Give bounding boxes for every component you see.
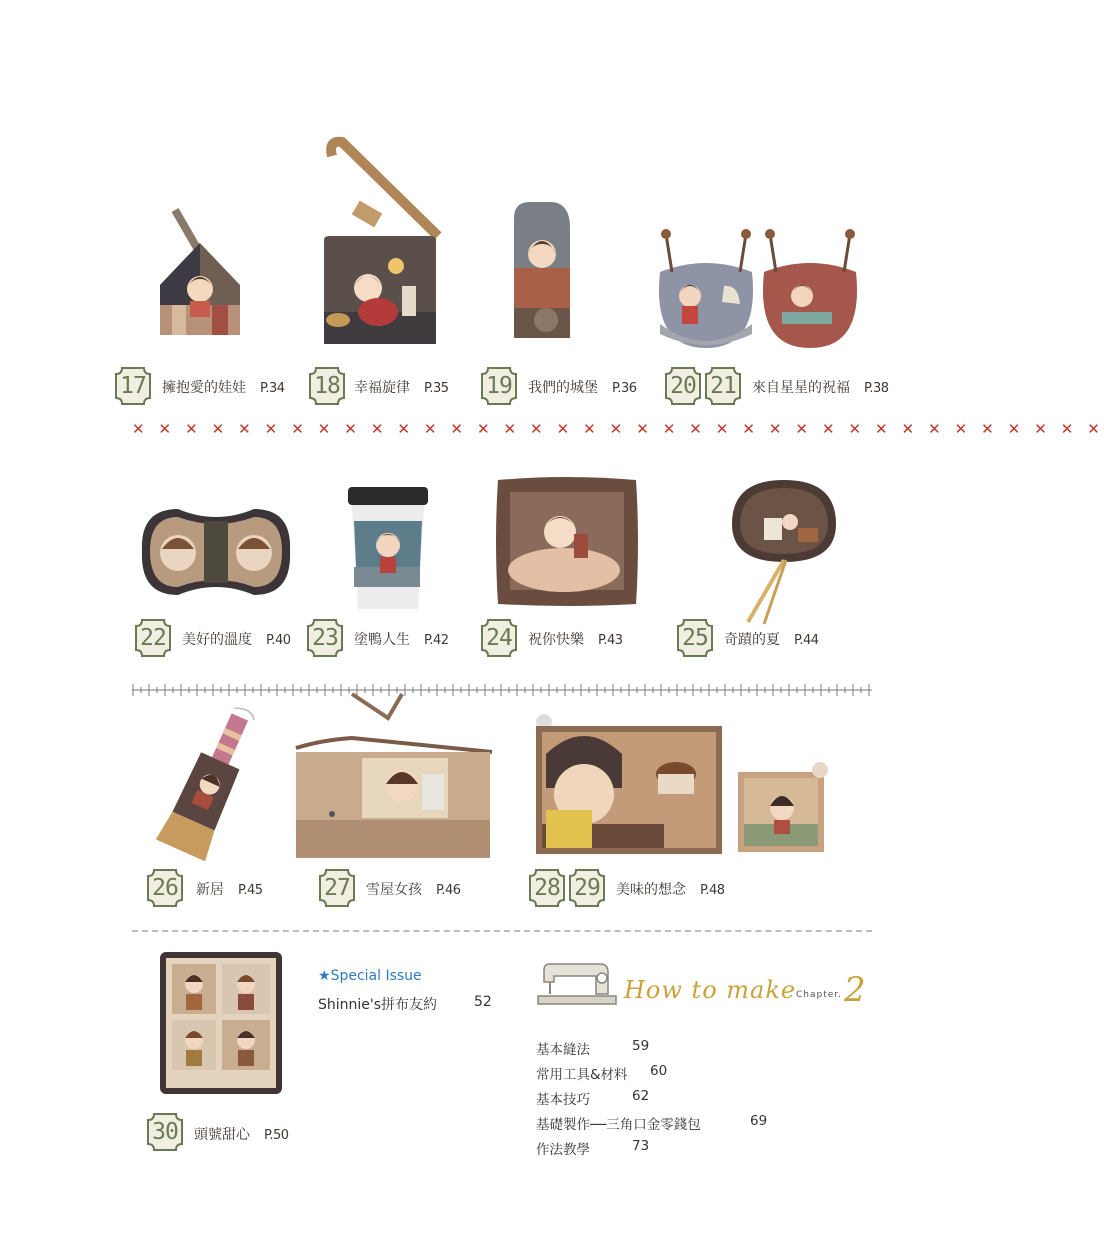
item-30-photo-quilt (158, 950, 284, 1096)
chapter-entry-page: 73 (632, 1138, 650, 1154)
item-18-photo-bag (318, 136, 442, 348)
item-29-number-badge: 29 (568, 868, 606, 908)
item-19-title: 我們的城堡 (528, 380, 598, 396)
item-26-caption[interactable] (196, 879, 263, 899)
item-29-photo-mug-mat (736, 758, 836, 854)
chapter-entry[interactable] (536, 1063, 668, 1083)
item-23-photo-cup-sleeve (342, 483, 434, 613)
chapter-entry-title: 常用工具&材料 (536, 1067, 628, 1083)
item-17-title: 擁抱愛的娃娃 (162, 380, 246, 396)
chapter-entry[interactable] (536, 1038, 650, 1058)
item-20-21-photo-drawstring-bags (652, 224, 866, 352)
how-to-make-title: How to make (624, 976, 797, 1004)
item-28-29-page: P.48 (700, 883, 725, 898)
item-30-page: P.50 (264, 1128, 289, 1143)
chapter-label: Chapter. (796, 990, 843, 1000)
item-22-number-badge: 22 (134, 618, 172, 658)
item-19-page: P.36 (612, 381, 637, 396)
item-20-21-title: 來自星星的祝福 (752, 380, 850, 396)
dashed-divider (132, 930, 872, 932)
item-24-title: 祝你快樂 (528, 632, 584, 648)
item-27-caption[interactable] (366, 879, 461, 899)
cross-stitch-divider: ✕ ✕ ✕ ✕ ✕ ✕ ✕ ✕ ✕ ✕ ✕ ✕ ✕ ✕ ✕ ✕ ✕ ✕ ✕ ✕ ✕ ✕ ✕ ✕ ✕ ✕ ✕ ✕ ✕ ✕ ✕ ✕ ✕ ✕ ✕ ✕ ✕ (132, 420, 1104, 438)
item-24-page: P.43 (598, 633, 623, 648)
special-issue-title: Shinnie's拼布友約 (318, 997, 438, 1013)
chapter-entry-page: 62 (632, 1088, 650, 1104)
item-28-number-badge: 28 (528, 868, 566, 908)
ruler-divider (132, 682, 872, 698)
chapter-entry-title: 基本縫法 (536, 1042, 590, 1058)
chapter-entry-title: 基礎製作──三角口金零錢包 (536, 1117, 701, 1133)
item-26-title: 新居 (196, 882, 224, 898)
chapter-entry-title: 基本技巧 (536, 1092, 590, 1108)
item-22-title: 美好的溫度 (182, 632, 252, 648)
chapter-entry[interactable] (536, 1113, 768, 1133)
item-23-caption[interactable] (354, 629, 449, 649)
item-25-title: 奇蹟的夏 (724, 632, 780, 648)
item-17-number-badge: 17 (114, 366, 152, 406)
item-19-caption[interactable] (528, 377, 637, 397)
chapter-entry-page: 69 (750, 1113, 768, 1129)
item-20-21-page: P.38 (864, 381, 889, 396)
item-30-number-badge: 30 (146, 1112, 184, 1152)
item-18-number-badge: 18 (308, 366, 346, 406)
item-17-caption[interactable] (162, 377, 285, 397)
item-18-title: 幸福旋律 (354, 380, 410, 396)
item-17-photo-pouch (152, 205, 248, 337)
item-27-number-badge: 27 (318, 868, 356, 908)
item-25-photo-fan (728, 476, 840, 626)
chapter-entry[interactable] (536, 1088, 650, 1108)
item-26-page: P.45 (238, 883, 263, 898)
item-19-number-badge: 19 (480, 366, 518, 406)
item-28-29-caption[interactable] (616, 879, 725, 899)
chapter-entry-page: 59 (632, 1038, 650, 1054)
item-26-photo-brush (148, 706, 266, 862)
item-22-photo-potholder (138, 505, 294, 599)
item-21-number-badge: 21 (704, 366, 742, 406)
item-26-number-badge: 26 (146, 868, 184, 908)
item-24-number-badge: 24 (480, 618, 518, 658)
chapter-number: 2 (844, 970, 866, 1010)
item-22-page: P.40 (266, 633, 291, 648)
item-18-caption[interactable] (354, 377, 449, 397)
item-25-number-badge: 25 (676, 618, 714, 658)
item-25-page: P.44 (794, 633, 819, 648)
item-17-page: P.34 (260, 381, 285, 396)
special-issue-entry[interactable] (318, 994, 498, 1014)
item-23-page: P.42 (424, 633, 449, 648)
special-issue-heading: ★Special Issue (318, 968, 422, 984)
item-30-title: 頭號甜心 (194, 1127, 250, 1143)
item-23-number-badge: 23 (306, 618, 344, 658)
chapter-entry-title: 作法教學 (536, 1142, 590, 1158)
sewing-machine-icon (536, 960, 618, 1006)
special-issue-page: 52 (474, 994, 492, 1010)
item-27-photo-apron (292, 688, 494, 860)
item-28-photo-placemat (524, 714, 724, 856)
item-19-photo-case (506, 198, 578, 342)
item-24-caption[interactable] (528, 629, 623, 649)
chapter-entry[interactable] (536, 1138, 650, 1158)
item-20-number-badge: 20 (664, 366, 702, 406)
item-23-title: 塗鴨人生 (354, 632, 410, 648)
item-24-photo-cushion (494, 474, 640, 608)
item-27-page: P.46 (436, 883, 461, 898)
item-22-caption[interactable] (182, 629, 291, 649)
item-18-page: P.35 (424, 381, 449, 396)
item-25-caption[interactable] (724, 629, 819, 649)
item-30-caption[interactable] (194, 1124, 289, 1144)
chapter-entry-page: 60 (650, 1063, 668, 1079)
item-20-21-caption[interactable] (752, 377, 889, 397)
item-27-title: 雪屋女孩 (366, 882, 422, 898)
item-28-29-title: 美味的想念 (616, 882, 686, 898)
